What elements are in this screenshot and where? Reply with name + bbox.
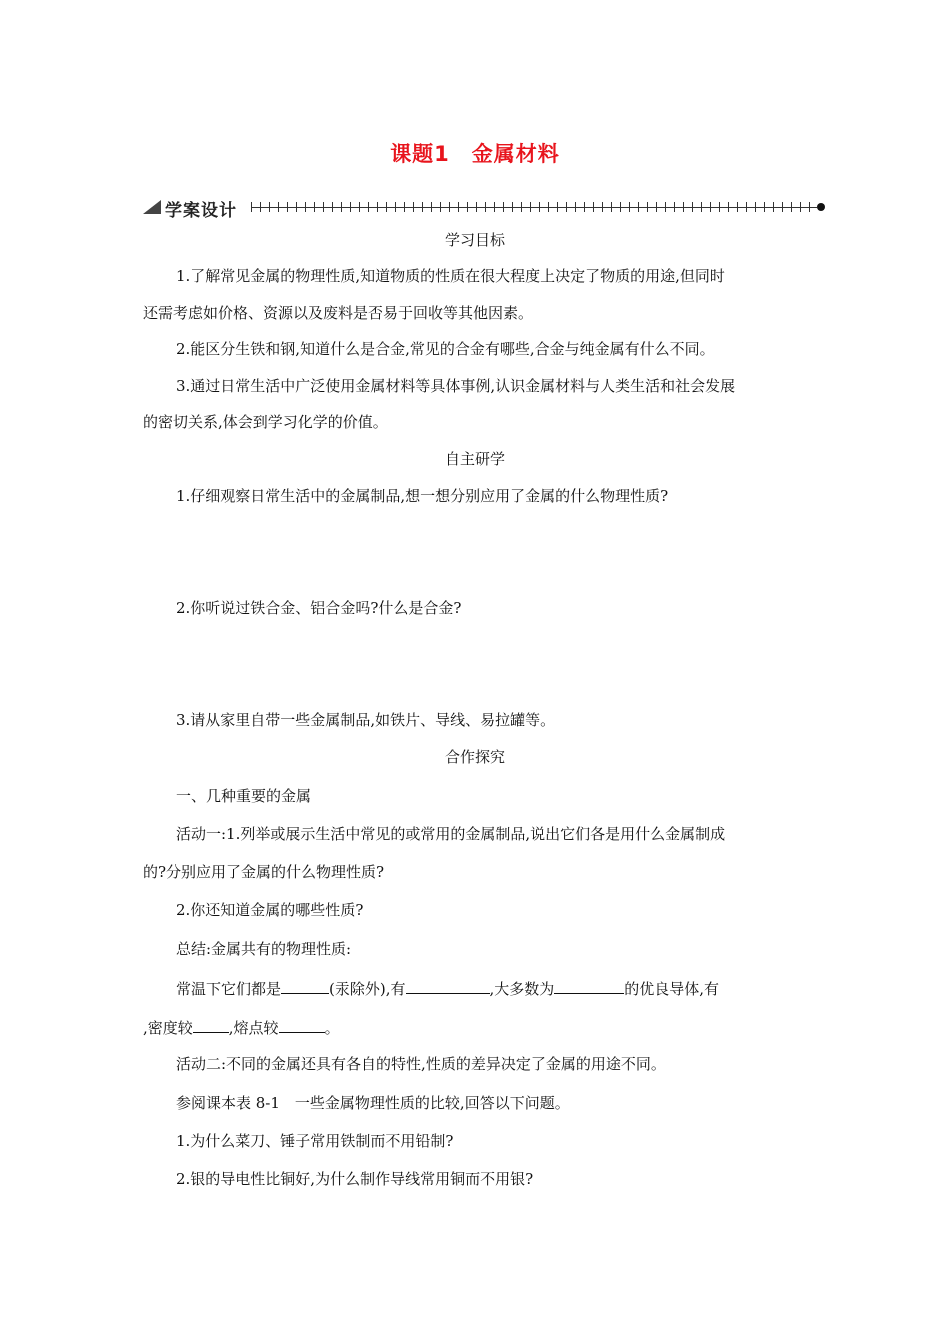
fill-blank-density[interactable] bbox=[193, 1016, 229, 1033]
activity-2: 活动二:不同的金属还具有各自的特性,性质的差异决定了金属的用途不同。 bbox=[176, 1055, 666, 1073]
fill-text: 常温下它们都是 bbox=[176, 980, 282, 998]
banner-label: 学案设计 bbox=[165, 201, 237, 221]
fill-blank-state[interactable] bbox=[281, 977, 329, 994]
objective-1-line-1: 1.了解常见金属的物理性质,知道物质的性质在很大程度上决定了物质的用途,但同时 bbox=[176, 267, 725, 285]
objective-3-line-1: 3.通过日常生活中广泛使用金属材料等具体事例,认识金属材料与人类生活和社会发展 bbox=[176, 377, 736, 395]
fill-line-2 bbox=[143, 1016, 340, 1038]
reference-q1: 1.为什么菜刀、锤子常用铁制而不用铅制? bbox=[176, 1132, 454, 1150]
summary-label: 总结:金属共有的物理性质: bbox=[176, 940, 352, 958]
activity-1-line-1: 活动一:1.列举或展示生活中常见的或常用的金属制品,说出它们各是用什么金属制成 bbox=[176, 825, 726, 843]
page-title: 课题1 金属材料 bbox=[390, 142, 560, 166]
activity-1-line-2: 的?分别应用了金属的什么物理性质? bbox=[143, 863, 385, 881]
self-study-q1: 1.仔细观察日常生活中的金属制品,想一想分别应用了金属的什么物理性质? bbox=[176, 487, 669, 505]
self-study-q3: 3.请从家里自带一些金属制品,如铁片、导线、易拉罐等。 bbox=[176, 711, 556, 729]
dot-icon bbox=[817, 203, 825, 211]
fill-blank-conductor[interactable] bbox=[554, 977, 624, 994]
objective-2: 2.能区分生铁和钢,知道什么是合金,常见的合金有哪些,合金与纯金属有什么不同。 bbox=[176, 340, 715, 358]
fill-blank-melting-point[interactable] bbox=[279, 1016, 325, 1033]
heading-objectives: 学习目标 bbox=[444, 231, 505, 249]
fill-blank-luster[interactable] bbox=[406, 977, 490, 994]
heading-cooperation: 合作探究 bbox=[444, 748, 505, 766]
activity-1-q2: 2.你还知道金属的哪些性质? bbox=[176, 901, 364, 919]
banner-ticks bbox=[251, 202, 817, 212]
fill-text: 的优良导体,有 bbox=[624, 980, 720, 998]
reference-q2: 2.银的导电性比铜好,为什么制作导线常用铜而不用银? bbox=[176, 1170, 534, 1188]
objective-1-line-2: 还需考虑如价格、资源以及废料是否易于回收等其他因素。 bbox=[143, 304, 534, 322]
heading-self-study: 自主研学 bbox=[444, 450, 505, 468]
fill-text: 。 bbox=[324, 1019, 340, 1037]
fill-text: ,大多数为 bbox=[489, 980, 555, 998]
reference-text: 参阅课本表 8-1 一些金属物理性质的比较,回答以下问题。 bbox=[176, 1094, 570, 1112]
part-1-heading: 一、几种重要的金属 bbox=[176, 787, 312, 805]
triangle-icon bbox=[143, 200, 161, 214]
fill-line-1 bbox=[176, 977, 719, 999]
fill-text: ,熔点较 bbox=[228, 1019, 279, 1037]
section-banner bbox=[143, 196, 825, 220]
objective-3-line-2: 的密切关系,体会到学习化学的价值。 bbox=[143, 413, 388, 431]
fill-text: (汞除外),有 bbox=[329, 980, 406, 998]
self-study-q2: 2.你听说过铁合金、铝合金吗?什么是合金? bbox=[176, 599, 462, 617]
fill-text: ,密度较 bbox=[143, 1019, 193, 1037]
